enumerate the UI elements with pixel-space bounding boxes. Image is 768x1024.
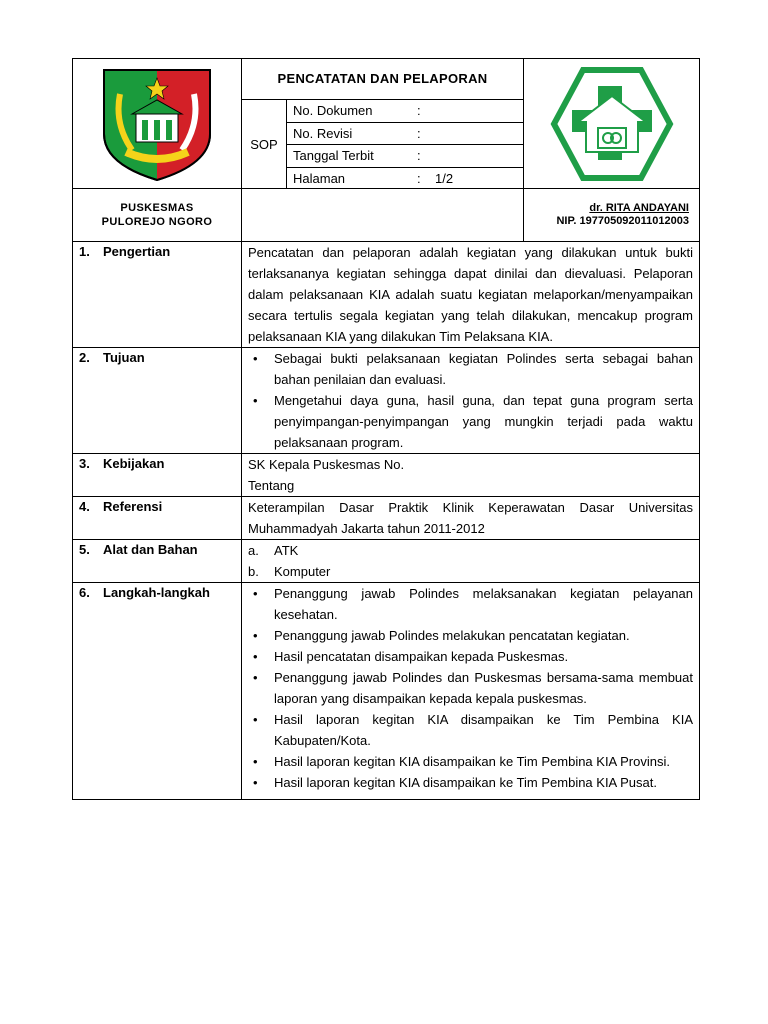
regency-emblem-cell (73, 59, 242, 189)
puskesmas-logo-icon (550, 66, 674, 182)
pengertian-text: Pencatatan dan pelaporan adalah kegiatan yang dilakukan untuk bukti terlaksananya kegiatan sehingga dapat dinilai dan dievaluasi. Pelaporan dalam pelaksanaan KIA adalah suatu kegiatan melaporkan/menyampaikan secara tertulis segala kegiatan yang telah dilakukan, mencakup program pelaksanaan KIA yang dilakukan Tim Pelaksana KIA. (248, 245, 693, 344)
blank-cell (242, 189, 524, 242)
section-langkah-langkah: 6. Langkah-langkah • Penanggung jawab Polindes melaksanakan kegiatan pelayanan kesehatan. • Penanggung jawab Polindes melakukan pencatatan kegiatan. • Hasil pencatatan disampaikan kepada Puskesmas. • Penanggung jawab Polindes dan Puskesmas bersama-sama membuat laporan yang disampaikan kepada kepala puskesmas. • Hasil laporan kegitan KIA disampaikan ke Tim Pembina KIA Kabupaten/Kota. • Hasil laporan kegitan KIA disampaikan ke Tim Pembina KIA Provinsi. • Hasil laporan kegitan KIA disampaikan ke Tim Pembina KIA Pusat. (73, 583, 700, 800)
referensi-text: Keterampilan Dasar Praktik Klinik Keperawatan Dasar Universitas Muhammadyah Jakarta tahun 2011-2012 (248, 500, 693, 536)
section-alat-dan-bahan: 5. Alat dan Bahan a. ATK b. Komputer (73, 540, 700, 583)
document-title: PENCATATAN DAN PELAPORAN (242, 59, 523, 100)
sop-document (72, 58, 699, 800)
list-item: • Hasil laporan kegitan KIA disampaikan ke Tim Pembina KIA Provinsi. (248, 751, 693, 772)
field-halaman: Halaman : 1/2 (293, 170, 454, 186)
signer-block (524, 189, 700, 242)
field-no-revisi: No. Revisi : (287, 123, 523, 146)
list-item: a. ATK (248, 543, 299, 558)
signer-nip: NIP. 197705092011012003 (556, 215, 689, 227)
section-referensi: 4. Referensi Keterampilan Dasar Praktik Klinik Keperawatan Dasar Universitas Muhammadyah Jakarta tahun 2011-2012 (73, 497, 700, 540)
signer-name: dr. RITA ANDAYANI (589, 202, 689, 214)
regency-emblem-icon (98, 64, 216, 184)
list-item: • Hasil laporan kegitan KIA disampaikan ke Tim Pembina KIA Kabupaten/Kota. (248, 709, 693, 751)
list-item: • Penanggung jawab Polindes melaksanakan kegiatan pelayanan kesehatan. (248, 583, 693, 625)
field-tanggal-terbit: Tanggal Terbit : (287, 145, 523, 168)
kebijakan-line: SK Kepala Puskesmas No. (248, 457, 405, 472)
title-cell (242, 59, 524, 189)
sop-fields (286, 100, 523, 188)
section-kebijakan: 3. Kebijakan SK Kepala Puskesmas No. Tentang (73, 454, 700, 497)
list-item: b. Komputer (248, 564, 331, 579)
list-item: • Hasil pencatatan disampaikan kepada Puskesmas. (248, 646, 693, 667)
section-tujuan: 2. Tujuan • Sebagai bukti pelaksanaan kegiatan Polindes serta sebagai bahan bahan penilaian dan evaluasi. • Mengetahui daya guna, hasil guna, dan tepat guna program serta penyimpangan-penyimpangan yang mungkin terjadi pada waktu pelaksanaan program. (73, 348, 700, 454)
list-item: • Hasil laporan kegitan KIA disampaikan ke Tim Pembina KIA Pusat. (248, 772, 693, 793)
sop-label: SOP (250, 136, 278, 152)
list-item: • Penanggung jawab Polindes dan Puskesmas bersama-sama membuat laporan yang disampaikan kepada kepala puskesmas. (248, 667, 693, 709)
sop-info (242, 100, 523, 188)
sop-table (72, 58, 700, 800)
list-item: • Penanggung jawab Polindes melakukan pencatatan kegiatan. (248, 625, 693, 646)
organization-name: PUSKESMAS PULOREJO NGORO (73, 189, 242, 242)
list-item: • Mengetahui daya guna, hasil guna, dan tepat guna program serta penyimpangan-penyimpangan yang mungkin terjadi pada waktu pelaksanaan program. (248, 390, 693, 453)
list-item: • Sebagai bukti pelaksanaan kegiatan Polindes serta sebagai bahan bahan penilaian dan evaluasi. (248, 348, 693, 390)
field-no-dokumen: No. Dokumen : (287, 100, 523, 123)
kebijakan-line: Tentang (248, 478, 295, 493)
puskesmas-logo-cell (524, 59, 700, 189)
section-pengertian: 1. Pengertian Pencatatan dan pelaporan adalah kegiatan yang dilakukan untuk bukti terlaksananya kegiatan sehingga dapat dinilai dan dievaluasi. Pelaporan dalam pelaksanaan KIA adalah suatu kegiatan melaporkan/menyampaikan secara tertulis segala kegiatan yang telah dilakukan, mencakup program pelaksanaan KIA yang dilakukan Tim Pelaksana KIA. (73, 242, 700, 348)
